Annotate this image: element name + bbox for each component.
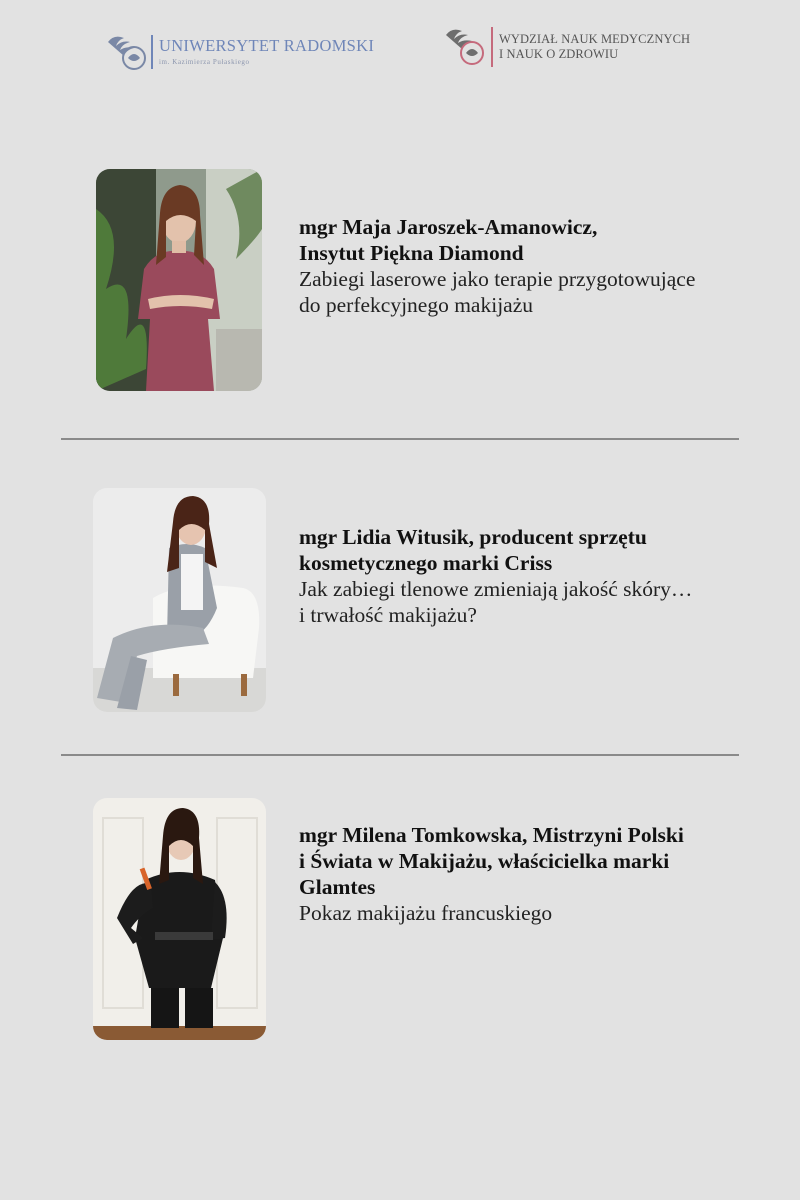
speaker-photo <box>93 798 266 1040</box>
university-name: UNIWERSYTET RADOMSKI <box>159 36 375 55</box>
speaker-name: mgr Maja Jaroszek-Amanowicz, Insytut Piękna Diamond <box>299 215 598 265</box>
speaker-photo <box>93 488 266 712</box>
talk-title: Jak zabiegi tlenowe zmieniają jakość skóry… i trwałość makijażu? <box>299 577 693 627</box>
eagle-emblem-icon <box>444 27 488 67</box>
university-subtitle: im. Kazimierza Pułaskiego <box>159 58 250 66</box>
logo-separator <box>151 35 153 69</box>
talk-title: Zabiegi laserowe jako terapie przygotowujące do perfekcyjnego makijażu <box>299 267 696 317</box>
faculty-name-line1: WYDZIAŁ NAUK MEDYCZNYCH <box>499 32 691 46</box>
talk-title: Pokaz makijażu francuskiego <box>299 901 553 925</box>
faculty-logo <box>444 27 690 67</box>
speaker-photo <box>96 169 262 391</box>
section-divider <box>61 438 739 440</box>
speaker-name: mgr Lidia Witusik, producent sprzętu kosmetycznego marki Criss <box>299 525 647 575</box>
faculty-name-line2: I NAUK O ZDROWIU <box>499 47 619 61</box>
section-divider <box>61 754 739 756</box>
eagle-emblem-icon <box>104 32 148 72</box>
logo-separator <box>491 27 493 67</box>
speaker-name: mgr Milena Tomkowska, Mistrzyni Polski i Świata w Makijażu, właścicielka marki Glamtes <box>299 823 684 899</box>
university-logo <box>104 32 374 72</box>
